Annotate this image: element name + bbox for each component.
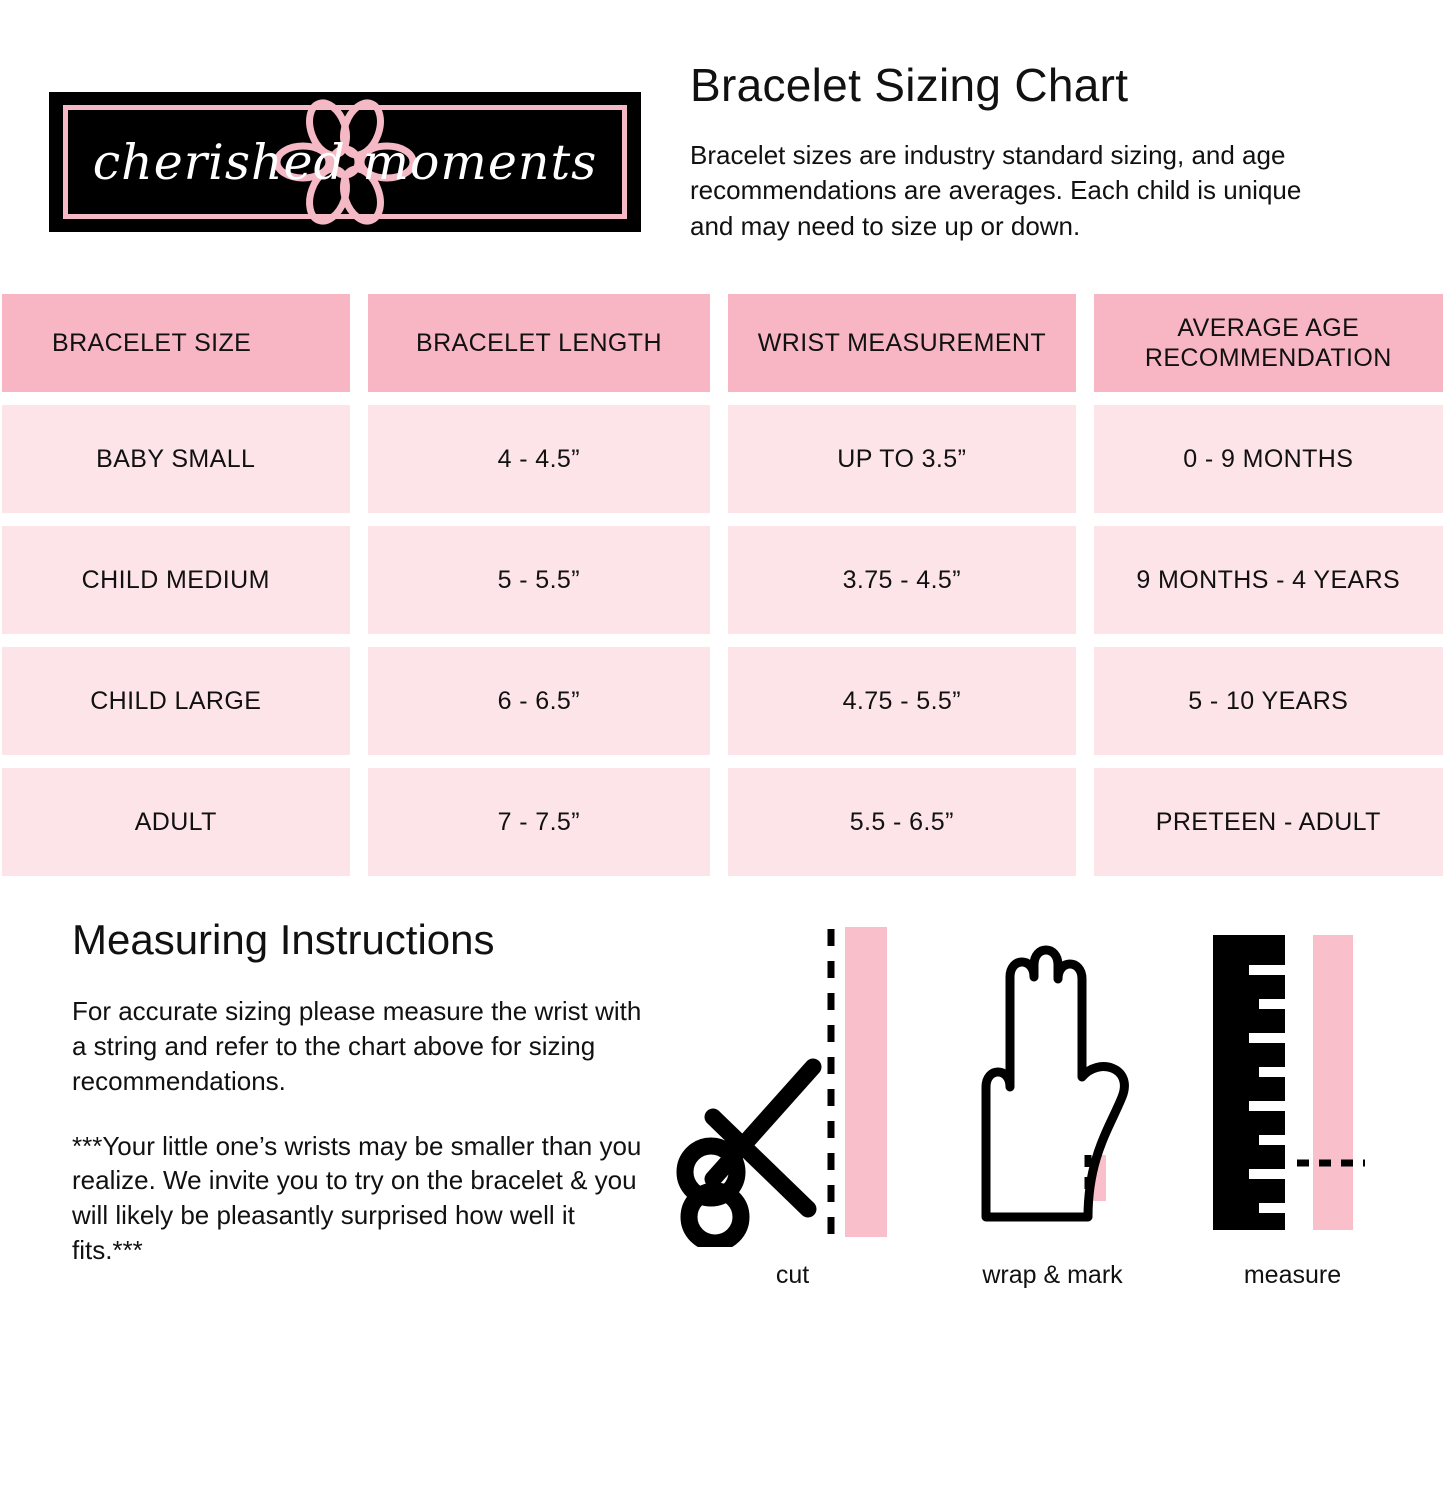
header-copy	[690, 58, 1390, 244]
cell-age: 0 - 9 MONTHS	[1094, 405, 1443, 513]
sizing-table	[0, 294, 1445, 876]
column-header-size: BRACELET SIZE	[2, 294, 350, 392]
step-wrap-mark	[938, 917, 1168, 1290]
measuring-instructions	[0, 916, 1445, 1298]
instructions-text	[0, 916, 660, 1298]
table-row	[2, 768, 1443, 876]
cell-wrist: 4.75 - 5.5”	[728, 647, 1076, 755]
table-row	[2, 526, 1443, 634]
cell-size: BABY SMALL	[2, 405, 350, 513]
page-description: Bracelet sizes are industry standard sizing, and age recommendations are averages. Each child is unique and may need to size up or down.	[690, 140, 1302, 241]
hand-icon	[938, 917, 1168, 1247]
cell-length: 4 - 4.5”	[368, 405, 711, 513]
ruler-icon	[1193, 917, 1393, 1247]
instruction-steps	[660, 916, 1445, 1298]
step-caption: measure	[1243, 1260, 1342, 1289]
cell-length: 5 - 5.5”	[368, 526, 711, 634]
cell-wrist: 3.75 - 4.5”	[728, 526, 1076, 634]
cell-wrist: UP TO 3.5”	[728, 405, 1076, 513]
scissors-icon	[673, 917, 913, 1247]
instructions-paragraph-2: ***Your little one’s wrists may be smaller than you realize. We invite you to try on the bracelet & you will likely be pleasantly surprised how well it fits.***	[72, 1130, 642, 1266]
cell-wrist: 5.5 - 6.5”	[728, 768, 1076, 876]
column-header-age: AVERAGE AGE RECOMMENDATION	[1094, 294, 1443, 392]
cell-size: CHILD MEDIUM	[2, 526, 350, 634]
logo-text: cherished moments	[92, 133, 598, 191]
table-row	[2, 405, 1443, 513]
step-caption: wrap & mark	[982, 1260, 1123, 1289]
instructions-title: Measuring Instructions	[72, 916, 495, 964]
cell-age: 5 - 10 YEARS	[1094, 647, 1443, 755]
column-header-length: BRACELET LENGTH	[368, 294, 710, 392]
table-row	[2, 647, 1443, 755]
brand-logo	[0, 58, 690, 232]
step-cut	[673, 917, 913, 1290]
cell-length: 6 - 6.5”	[368, 647, 711, 755]
table-header-row	[2, 294, 1443, 392]
step-caption: cut	[775, 1260, 810, 1289]
cell-size: ADULT	[2, 768, 350, 876]
step-measure	[1193, 917, 1393, 1290]
column-header-wrist: WRIST MEASUREMENT	[728, 294, 1075, 392]
page-header	[0, 0, 1445, 244]
page-title: Bracelet Sizing Chart	[690, 59, 1129, 111]
cell-size: CHILD LARGE	[2, 647, 350, 755]
cell-age: 9 MONTHS - 4 YEARS	[1094, 526, 1443, 634]
instructions-paragraph-1: For accurate sizing please measure the wrist with a string and refer to the chart above for sizing recommendations.	[72, 996, 642, 1096]
cell-age: PRETEEN - ADULT	[1094, 768, 1443, 876]
cell-length: 7 - 7.5”	[368, 768, 711, 876]
